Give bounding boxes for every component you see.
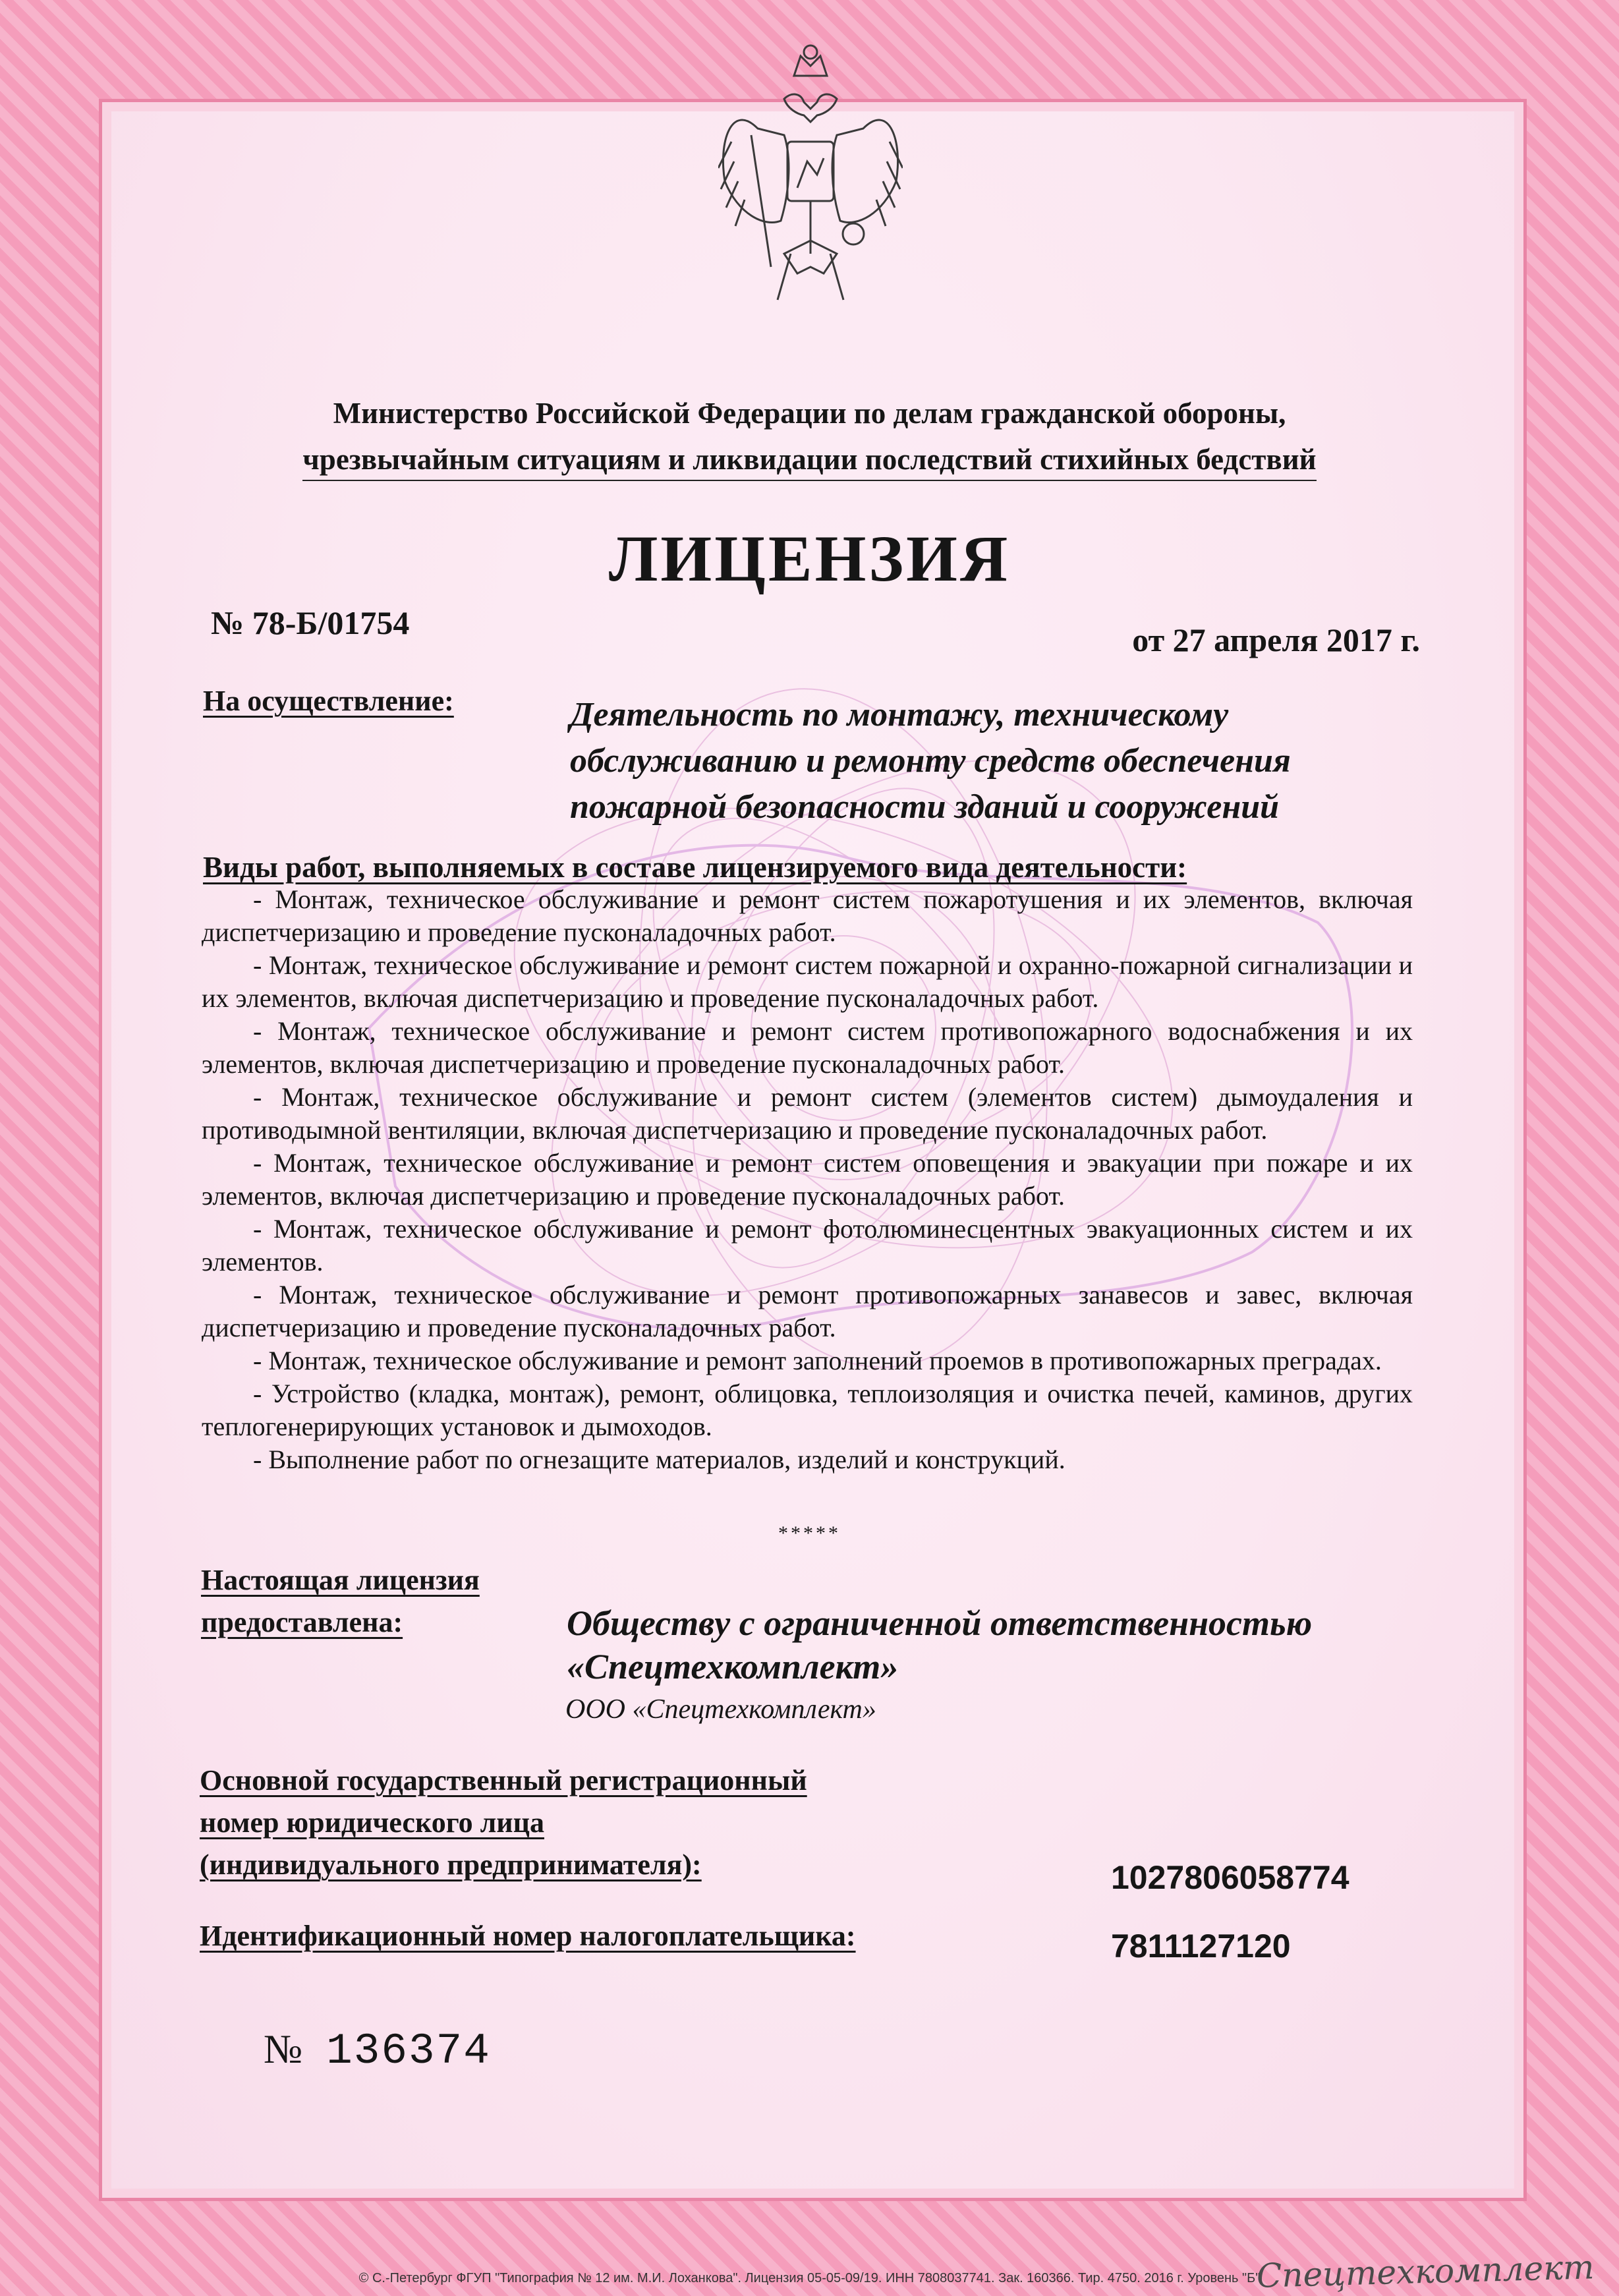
ogrn-label-line-1: Основной государственный регистрационный <box>200 1764 807 1796</box>
activity-line-2: обслуживанию и ремонту средств обеспечения <box>570 742 1291 780</box>
ogrn-label-line-3: (индивидуального предпринимателя): <box>200 1849 702 1881</box>
license-date: от 27 апреля 2017 г. <box>1132 621 1420 658</box>
ministry-line-1: Министерство Российской Федерации по делам гражданской обороны, <box>333 397 1286 430</box>
work-item: - Монтаж, техническое обслуживание и ремонт систем пожарной и охранно-пожарной сигнализации и их элементов, включая диспетчеризацию и проведение пусконаладочных работ. <box>202 950 1413 1013</box>
section-separator: ***** <box>778 1522 841 1544</box>
activity-line-1: Деятельность по монтажу, техническому <box>570 696 1229 733</box>
work-item: - Монтаж, техническое обслуживание и ремонт систем (элементов систем) дымоудаления и противодымной вентиляции, включая диспетчеризацию и проведение пусконаладочных работ. <box>202 1082 1413 1145</box>
inn-label: Идентификационный номер налогоплательщика: <box>200 1920 856 1952</box>
ogrn-value: 1027806058774 <box>1111 1859 1349 1896</box>
granted-label-line-2: предоставлена: <box>201 1606 403 1638</box>
works-list <box>202 883 1413 1476</box>
work-item: - Монтаж, техническое обслуживание и ремонт заполнений проемов в противопожарных преградах. <box>253 1346 1382 1375</box>
licensee-name-line-2: «Спецтехкомплект» <box>567 1647 899 1686</box>
blank-serial-number <box>264 2026 491 2076</box>
activity-description <box>570 692 1460 830</box>
work-item: - Монтаж, техническое обслуживание и ремонт фотолюминесцентных эвакуационных систем и их элементов. <box>202 1214 1413 1277</box>
work-item: - Монтаж, техническое обслуживание и ремонт систем оповещения и эвакуации при пожаре и их элементов, включая диспетчеризацию и проведение пусконаладочных работ. <box>202 1148 1413 1211</box>
works-heading: Виды работ, выполняемых в составе лицензируемого вида деятельности: <box>203 851 1187 884</box>
ministry-line-2: чрезвычайным ситуациям и ликвидации последствий стихийных бедствий <box>302 439 1316 481</box>
serial-value: 136374 <box>326 2026 491 2076</box>
inn-value: 7811127120 <box>1111 1928 1291 1965</box>
work-item: - Монтаж, техническое обслуживание и ремонт противопожарных занавесов и завес, включая диспетчеризацию и проведение пусконаладочных работ. <box>202 1280 1413 1342</box>
work-item: - Монтаж, техническое обслуживание и ремонт систем пожаротушения и их элементов, включая диспетчеризацию и проведение пусконаладочных работ. <box>202 884 1413 947</box>
ministry-header <box>0 390 1619 482</box>
licensee-name-line-1: Обществу с ограниченной ответственностью <box>567 1603 1313 1643</box>
granted-label-line-1: Настоящая лицензия <box>201 1564 480 1596</box>
coat-of-arms-emblem <box>718 36 903 326</box>
document-title: ЛИЦЕНЗИЯ <box>608 522 1011 595</box>
work-item: - Устройство (кладка, монтаж), ремонт, облицовка, теплоизоляция и очистка печей, каминов, других теплогенерирующих установок и дымоходов. <box>202 1379 1413 1441</box>
work-item: - Монтаж, техническое обслуживание и ремонт систем противопожарного водоснабжения и их элементов, включая диспетчеризацию и проведение пусконаладочных работ. <box>202 1016 1413 1079</box>
printer-imprint: © С.-Петербург ФГУП "Типография № 12 им. М.И. Лоханкова". Лицензия 05-05-09/19. ИНН 7808037741. Зак. 160366. Тир. 4750. 2016 г. Уровень "Б" <box>358 2271 1261 2285</box>
ogrn-label-line-2: номер юридического лица <box>200 1806 544 1839</box>
licensee-name <box>567 1601 1423 1688</box>
handwritten-signature: Спецтехкомплект <box>1255 2248 1595 2295</box>
licensee-short-name: ООО «Спецтехкомплект» <box>565 1694 876 1725</box>
license-number: № 78-Б/01754 <box>211 604 410 641</box>
activity-label: На осуществление: <box>203 685 454 717</box>
serial-prefix: № <box>264 2027 304 2072</box>
work-item: - Выполнение работ по огнезащите материалов, изделий и конструкций. <box>253 1445 1065 1474</box>
activity-line-3: пожарной безопасности зданий и сооружений <box>570 788 1280 826</box>
